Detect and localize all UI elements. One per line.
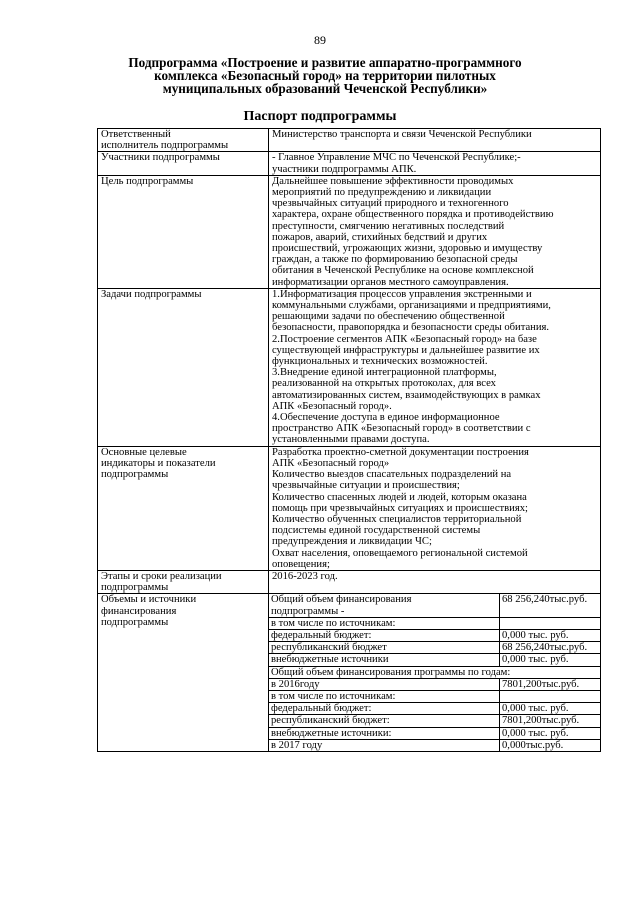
finance-line	[269, 594, 600, 617]
finance-line	[269, 654, 600, 666]
finance-source	[269, 629, 500, 641]
text-line: граждан, а также по формированию безопасной среды	[272, 254, 518, 266]
text-line: подпрограммы	[101, 582, 169, 594]
text-line: подпрограммы	[101, 469, 169, 481]
text-line: решающими задачи по обеспечению общественной	[272, 311, 505, 323]
text-line: Дальнейшее повышение эффективности проводимых	[272, 175, 514, 187]
text-line: в том числе по источникам:	[271, 690, 396, 702]
text-line: Основные целевые	[101, 446, 187, 458]
passport-heading: Паспорт подпрограммы	[243, 109, 397, 124]
finance-amount: 0,000 тыс. руб.	[500, 629, 601, 641]
text-line: помощь при чрезвычайных ситуациях и происшествиях;	[272, 502, 528, 514]
text-line: федеральный бюджет:	[271, 703, 372, 715]
text-line: чрезвычайные ситуации и происшествия;	[272, 480, 460, 492]
row-label	[98, 288, 269, 446]
finance-line	[269, 739, 600, 751]
row-content	[269, 175, 601, 288]
text-line: Количество спасенных людей и людей, которым оказана	[272, 491, 527, 503]
title-line: Подпрограмма «Построение и развитие аппаратно-программного	[128, 55, 522, 70]
finance-source	[269, 594, 500, 617]
finance-source	[269, 690, 500, 702]
text-line: Охват населения, оповещаемого региональной системой	[272, 547, 528, 559]
text-line: пространство АПК «Безопасный город» в соответствии с	[272, 423, 531, 435]
text-line: Общий объем финансирования	[271, 594, 412, 606]
finance-amount	[500, 617, 601, 629]
row-label	[98, 446, 269, 570]
text-line: мероприятий по предупреждению и ликвидации	[272, 187, 492, 199]
text-line: - Главное Управление МЧС по Чеченской Республике;-	[272, 152, 521, 164]
passport-table	[97, 128, 601, 752]
text-line: автоматизированных систем, взаимодействующих в рамках	[272, 389, 541, 401]
finance-content	[269, 594, 601, 752]
text-line: Общий объем финансирования программы по годам:	[271, 666, 511, 678]
document-title	[95, 56, 555, 95]
row-content	[269, 129, 601, 152]
text-line: подпрограммы	[101, 616, 169, 628]
text-line: республиканский бюджет	[271, 642, 387, 654]
text-line: предупреждения и ликвидации ЧС;	[272, 536, 432, 548]
finance-amount: 68 256,240тыс.руб.	[500, 594, 601, 617]
finance-source	[269, 703, 500, 715]
row-content	[269, 570, 601, 593]
text-line: преступности, смягчению негативных последствий	[272, 220, 505, 232]
text-line: обитания в Чеченской Республике на основе комплексной	[272, 265, 534, 277]
text-line: Участники подпрограммы	[101, 152, 220, 164]
title-line: муниципальных образований Чеченской Республики»	[162, 81, 488, 96]
text-line: коммунальными службами, организациями и предприятиями,	[272, 300, 551, 312]
finance-table	[269, 594, 600, 751]
text-line: в 2017 году	[271, 739, 323, 751]
text-line: характера, охране общественного порядка и противодействию	[272, 209, 554, 221]
text-line: 2016-2023 год.	[272, 570, 338, 582]
row-content	[269, 288, 601, 446]
passport-row	[98, 288, 601, 446]
finance-source	[269, 715, 500, 727]
finance-line	[269, 678, 600, 690]
page-number: 89	[314, 33, 326, 47]
text-line: АПК «Безопасный город»	[272, 457, 390, 469]
finance-line	[269, 642, 600, 654]
finance-amount: 0,000тыс.руб.	[500, 739, 601, 751]
passport-row	[98, 446, 601, 570]
text-line: в 2016году	[271, 678, 320, 690]
text-line: республиканский бюджет:	[271, 715, 390, 727]
text-line: в том числе по источникам:	[271, 617, 396, 629]
finance-amount: 7801,200тыс.руб.	[500, 715, 601, 727]
finance-source	[269, 654, 500, 666]
passport-row	[98, 570, 601, 593]
row-content	[269, 152, 601, 175]
finance-line	[269, 727, 600, 739]
row-content	[269, 446, 601, 570]
passport-row	[98, 152, 601, 175]
finance-source	[269, 666, 600, 678]
finance-amount: 0,000 тыс. руб.	[500, 727, 601, 739]
text-line: исполнитель подпрограммы	[101, 140, 229, 152]
finance-line	[269, 629, 600, 641]
text-line: функциональных и технических возможностей.	[272, 356, 488, 368]
text-line: подпрограммы -	[271, 605, 345, 617]
text-line: установленными правами доступа.	[272, 434, 430, 446]
row-label	[98, 175, 269, 288]
passport-row	[98, 175, 601, 288]
text-line: индикаторы и показатели	[101, 457, 216, 469]
text-line: Задачи подпрограммы	[101, 288, 202, 300]
finance-source	[269, 617, 500, 629]
text-line: Министерство транспорта и связи Чеченской Республики	[272, 129, 532, 140]
text-line: информатизации органов местного самоуправления.	[272, 276, 509, 288]
finance-line	[269, 715, 600, 727]
finance-line	[269, 666, 600, 678]
row-label	[98, 129, 269, 152]
text-line: подсистемы единой государственной системы	[272, 525, 481, 537]
finance-source	[269, 739, 500, 751]
text-line: внебюджетные источники	[271, 654, 389, 666]
finance-line	[269, 703, 600, 715]
finance-source	[269, 678, 500, 690]
text-line: безопасности, правопорядка и безопасности среды обитания.	[272, 322, 550, 334]
finance-line	[269, 690, 600, 702]
finance-row	[98, 594, 601, 752]
row-label	[98, 594, 269, 752]
text-line: Ответственный	[101, 129, 171, 140]
text-line: существующей инфраструктуры и дальнейшее развитие их	[272, 344, 540, 356]
text-line: 1.Информатизация процессов управления экстренными и	[272, 288, 532, 300]
finance-source	[269, 642, 500, 654]
finance-amount: 0,000 тыс. руб.	[500, 703, 601, 715]
text-line: Количество выездов спасательных подразделений на	[272, 469, 512, 481]
text-line: Цель подпрограммы	[101, 175, 194, 187]
title-line: комплекса «Безопасный город» на территории пилотных	[154, 68, 496, 83]
passport-row	[98, 129, 601, 152]
text-line: происшествий, угрожающих жизни, здоровью и имуществу	[272, 243, 543, 255]
text-line: Количество обученных специалистов территориальной	[272, 513, 522, 525]
finance-amount	[500, 690, 601, 702]
text-line: 2.Построение сегментов АПК «Безопасный город» на базе	[272, 333, 537, 345]
text-line: финансирования	[101, 605, 177, 617]
finance-source	[269, 727, 500, 739]
finance-amount: 7801,200тыс.руб.	[500, 678, 601, 690]
text-line: Объемы и источники	[101, 594, 197, 606]
text-line: чрезвычайных ситуаций природного и техногенного	[272, 198, 509, 210]
text-line: 3.Внедрение единой интеграционной платформы,	[272, 367, 497, 379]
text-line: участники подпрограммы АПК.	[272, 163, 417, 175]
finance-line	[269, 617, 600, 629]
text-line: 4.Обеспечение доступа в единое информационное	[272, 412, 500, 424]
row-label	[98, 570, 269, 593]
text-line: реализованной на открытых протоколах, для всех	[272, 378, 496, 390]
text-line: пожаров, аварий, стихийных бедствий и других	[272, 231, 488, 243]
text-line: внебюджетные источники:	[271, 727, 392, 739]
text-line: Разработка проектно-сметной документации построения	[272, 446, 529, 458]
text-line: федеральный бюджет:	[271, 629, 372, 641]
text-line: Этапы и сроки реализации	[101, 570, 222, 582]
finance-amount: 0,000 тыс. руб.	[500, 654, 601, 666]
text-line: АПК «Безопасный город».	[272, 400, 392, 412]
row-label	[98, 152, 269, 175]
text-line: оповещения;	[272, 558, 330, 570]
finance-amount: 68 256,240тыс.руб.	[500, 642, 601, 654]
